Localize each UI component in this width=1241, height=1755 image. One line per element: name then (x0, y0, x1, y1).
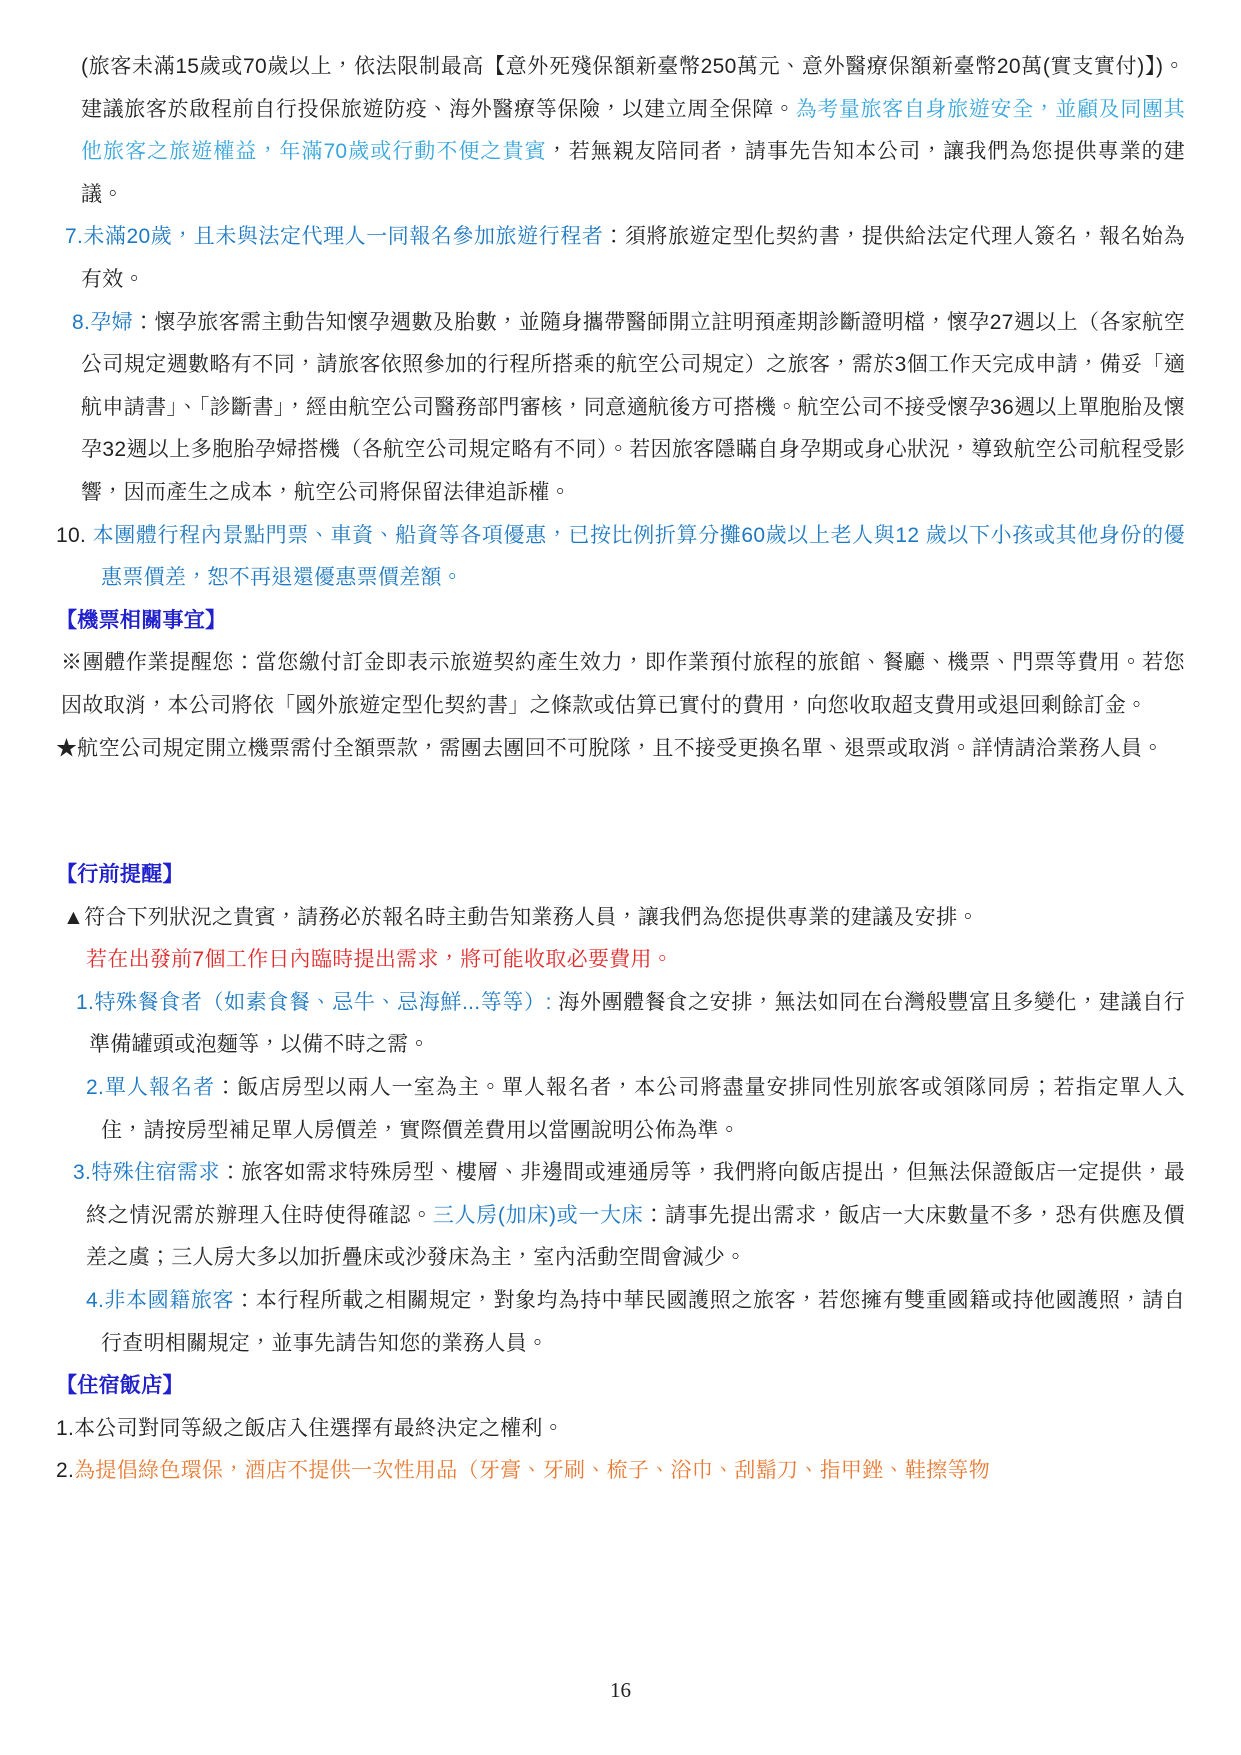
reminder-item-2-single-traveler (56, 1067, 1185, 1152)
item8-label: 8.孕婦 (72, 310, 134, 334)
hotel-item-2-eco (56, 1450, 1185, 1493)
reminder-item2-label: 2.單人報名者 (86, 1076, 216, 1100)
reminder-item-3-special-room (56, 1152, 1185, 1280)
reminder-item4-label: 4.非本國籍旅客 (86, 1289, 235, 1313)
hotel-item2-text: 為提倡綠色環保，酒店不提供一次性用品（牙膏、牙刷、梳子、浴巾、刮鬍刀、指甲銼、鞋擦等物 (74, 1459, 991, 1483)
reminder-warning (56, 939, 1185, 982)
hotel-item1-text: 1.本公司對同等級之飯店入住選擇有最終決定之權利。 (56, 1416, 565, 1440)
reminder-warning-text: 若在出發前7個工作日內臨時提出需求，將可能收取必要費用。 (86, 948, 674, 972)
ticket-airline-note-text: ★航空公司規定開立機票需付全額票款，需團去團回不可脫隊，且不接受更換名單、退票或取消。詳情請洽業務人員。 (56, 736, 1164, 760)
section-heading-hotel: 【住宿飯店】 (56, 1374, 184, 1398)
item10-number: 10. (56, 523, 93, 547)
reminder-item2-text: ：飯店房型以兩人一室為主。單人報名者，本公司將盡量安排同性別旅客或領隊同房；若指定單人入住，請按房型補足單人房價差，實際價差費用以當團說明公佈為準。 (101, 1076, 1185, 1142)
ticket-deposit-note (56, 642, 1185, 727)
insurance-text-blue-emphasis: 為考量旅客自身旅遊安全，並顧及同團其他旅客之旅遊權益，年滿70歲或行動不便之貴賓 (81, 97, 1185, 164)
section-heading-reminder: 【行前提醒】 (56, 863, 184, 887)
reminder-item3-label2-triple-room: 三人房(加床)或一大床 (432, 1203, 644, 1227)
section-heading-ticket: 【機票相關事宜】 (56, 608, 227, 632)
insurance-paragraph (56, 46, 1185, 216)
insurance-text-black-2: ，若無親友陪同者，請事先告知本公司，讓我們為您提供專業的建議。 (81, 140, 1185, 206)
reminder-item-1-special-meals (56, 982, 1185, 1067)
reminder-item1-text: 海外團體餐食之安排，無法如同在台灣般豐富且多變化，建議自行準備罐頭或泡麵等，以備不時之需。 (89, 990, 1185, 1057)
reminder-item-4-foreign-nationality (56, 1280, 1185, 1365)
insurance-text-black-1: (旅客未滿15歲或70歲以上，依法限制最高【意外死殘保額新臺幣250萬元、意外醫療保額新臺幣20萬(實支實付)】)。建議旅客於啟程前自行投保旅遊防疫、海外醫療等保險，以建立周全保障。 (81, 55, 1185, 121)
ticket-deposit-note-text: ※團體作業提醒您：當您繳付訂金即表示旅遊契約產生效力，即作業預付旅程的旅館、餐廳、機票、門票等費用。若您因故取消，本公司將依「國外旅遊定型化契約書」之條款或估算已實付的費用，向您收取超支費用或退回剩餘訂金。 (61, 651, 1185, 717)
item10-text: 本團體行程內景點門票、車資、船資等各項優惠，已按比例折算分攤60歲以上老人與12 歲以下小孩或其他身份的優惠票價差，恕不再退還優惠票價差額。 (92, 523, 1185, 590)
item7-text: ：須將旅遊定型化契約書，提供給法定代理人簽名，報名始為有效。 (81, 225, 1185, 291)
reminder-intro (56, 897, 1185, 940)
list-item-10-discounts (56, 515, 1185, 600)
hotel-item-1 (56, 1408, 1185, 1451)
reminder-item3-text1: ：旅客如需求特殊房型、樓層、非邊間或連通房等，我們將向飯店提出，但無法保證飯店一定提供，最終之情況需於辦理入住時使得確認。 (86, 1161, 1186, 1227)
item7-label: 7.未滿20歲，且未與法定代理人一同報名參加旅遊行程者 (65, 225, 604, 249)
reminder-item3-label: 3.特殊住宿需求 (73, 1161, 220, 1185)
reminder-item4-text: ：本行程所載之相關規定，對象均為持中華民國護照之旅客，若您擁有雙重國籍或持他國護照，請自行查明相關規定，並事先請告知您的業務人員。 (101, 1289, 1185, 1355)
hotel-item2-number: 2. (56, 1459, 75, 1483)
ticket-airline-note (56, 728, 1185, 771)
item8-text: ：懷孕旅客需主動告知懷孕週數及胎數，並隨身攜帶醫師開立註明預產期診斷證明檔，懷孕27週以上（各家航空公司規定週數略有不同，請旅客依照參加的行程所搭乘的航空公司規定）之旅客，需於3個工作天完成申請，備妥「適航申請書」、「診斷書」，經由航空公司醫務部門審核，同意適航後方可搭機。航空公司不接受懷孕36週以上單胞胎及懷孕32週以上多胞胎孕婦搭機（各航空公司規定略有不同）。若因旅客隱瞞自身孕期或身心狀況，導致航空公司航程受影響，因而產生之成本，航空公司將保留法律追訴權。 (81, 310, 1185, 504)
list-item-7-minors (56, 216, 1185, 301)
reminder-item3-text2: ：請事先提出需求，飯店一大床數量不多，恐有供應及價差之虞；三人房大多以加折疊床或沙發床為主，室內活動空間會減少。 (86, 1203, 1185, 1270)
page-number: 16 (610, 1678, 631, 1702)
list-item-8-pregnant (56, 302, 1185, 515)
reminder-intro-text: ▲符合下列狀況之貴賓，請務必於報名時主動告知業務人員，讓我們為您提供專業的建議及安排。 (63, 905, 979, 929)
reminder-item1-label: 1.特殊餐食者（如素食餐、忌牛、忌海鮮...等等）: (76, 990, 552, 1014)
